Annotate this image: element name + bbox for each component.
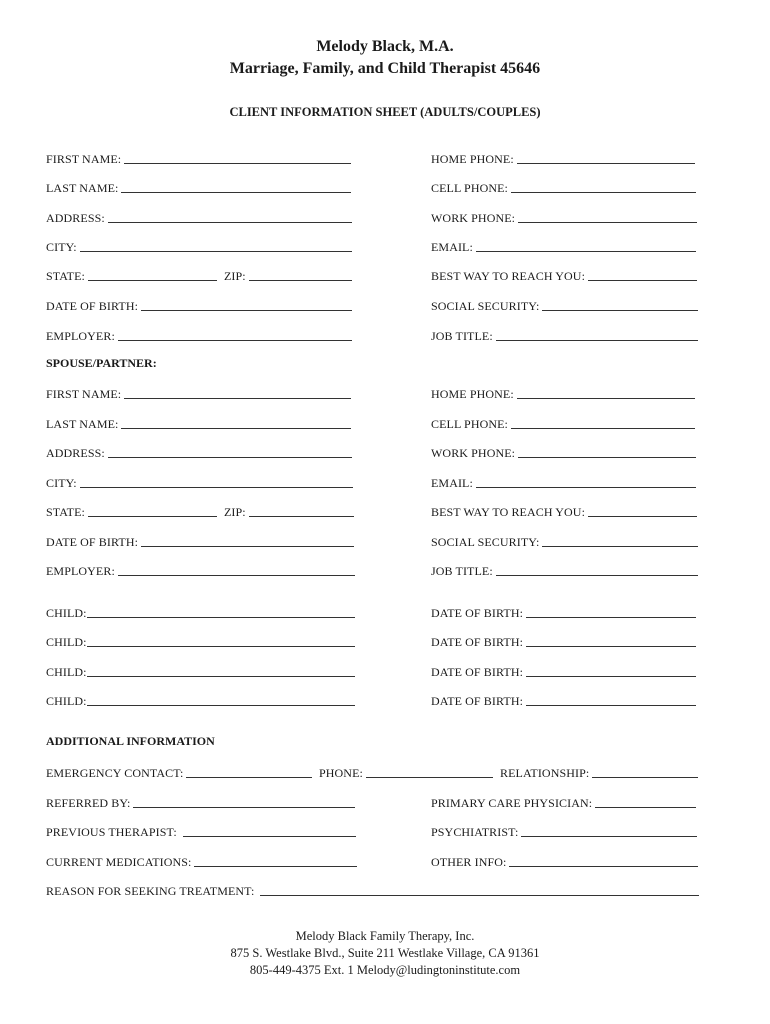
spouse-address-field[interactable] bbox=[46, 442, 352, 460]
blank-line[interactable] bbox=[511, 181, 696, 193]
field-label: REASON FOR SEEKING TREATMENT: bbox=[46, 884, 255, 898]
field-label: CELL PHONE: bbox=[431, 417, 508, 431]
field-label: EMAIL: bbox=[431, 240, 473, 254]
field-label: DATE OF BIRTH: bbox=[431, 635, 524, 649]
blank-line[interactable] bbox=[87, 635, 355, 647]
emergency-contact-field[interactable] bbox=[46, 762, 312, 780]
form-row bbox=[0, 325, 770, 343]
form-row bbox=[0, 383, 770, 401]
field-label: DATE OF BIRTH: bbox=[46, 535, 139, 549]
field-label: CITY: bbox=[46, 240, 77, 254]
form-row bbox=[0, 792, 770, 810]
blank-line[interactable] bbox=[87, 665, 355, 677]
document-header bbox=[0, 36, 770, 80]
job-title-field[interactable] bbox=[431, 325, 698, 343]
field-label: WORK PHONE: bbox=[431, 446, 516, 460]
form-row bbox=[0, 851, 770, 869]
footer-contact: 805-449-4375 Ext. 1 Melody@ludingtoninstitute.com bbox=[249, 963, 521, 977]
field-label: BEST WAY TO REACH YOU: bbox=[431, 505, 586, 519]
field-label: JOB TITLE: bbox=[431, 564, 493, 578]
form-row bbox=[0, 236, 770, 254]
email-field[interactable] bbox=[431, 236, 696, 254]
field-label: JOB TITLE: bbox=[431, 329, 493, 343]
blank-line[interactable] bbox=[496, 329, 698, 341]
spouse-cell-phone-field[interactable] bbox=[431, 413, 695, 431]
blank-line[interactable] bbox=[121, 417, 351, 429]
blank-line[interactable] bbox=[542, 299, 698, 311]
blank-line[interactable] bbox=[108, 211, 352, 223]
dob-field[interactable] bbox=[46, 295, 352, 313]
form-row bbox=[0, 207, 770, 225]
form-row bbox=[0, 531, 770, 549]
child-field[interactable] bbox=[46, 602, 355, 620]
field-label: ADDRESS: bbox=[46, 211, 105, 225]
zip-field[interactable] bbox=[224, 265, 352, 283]
field-label: PSYCHIATRIST: bbox=[431, 825, 519, 839]
form-row bbox=[0, 602, 770, 620]
field-label: OTHER INFO: bbox=[431, 855, 507, 869]
spouse-work-phone-field[interactable] bbox=[431, 442, 696, 460]
child-field[interactable] bbox=[46, 690, 355, 708]
child-field[interactable] bbox=[46, 631, 355, 649]
field-label: LAST NAME: bbox=[46, 417, 119, 431]
form-row bbox=[0, 690, 770, 708]
field-label: PREVIOUS THERAPIST: bbox=[46, 825, 177, 839]
field-label: FIRST NAME: bbox=[46, 152, 122, 166]
form-row bbox=[0, 501, 770, 519]
blank-line[interactable] bbox=[133, 796, 355, 808]
last-name-field[interactable] bbox=[46, 177, 351, 195]
field-label: WORK PHONE: bbox=[431, 211, 516, 225]
home-phone-field[interactable] bbox=[431, 148, 695, 166]
blank-line[interactable] bbox=[509, 855, 698, 867]
blank-line[interactable] bbox=[518, 211, 697, 223]
blank-line[interactable] bbox=[588, 269, 697, 281]
form-row bbox=[0, 880, 770, 898]
blank-line[interactable] bbox=[476, 476, 696, 488]
previous-therapist-field[interactable] bbox=[46, 821, 356, 839]
spouse-home-phone-field[interactable] bbox=[431, 383, 695, 401]
child-dob-field[interactable] bbox=[431, 602, 696, 620]
form-row bbox=[0, 472, 770, 490]
blank-line[interactable] bbox=[249, 505, 354, 517]
blank-line[interactable] bbox=[526, 635, 696, 647]
blank-line[interactable] bbox=[141, 299, 352, 311]
primary-care-field[interactable] bbox=[431, 792, 696, 810]
field-label: CHILD: bbox=[46, 635, 87, 649]
blank-line[interactable] bbox=[496, 564, 698, 576]
spouse-ssn-field[interactable] bbox=[431, 531, 698, 549]
blank-line[interactable] bbox=[526, 606, 696, 618]
blank-line[interactable] bbox=[141, 535, 354, 547]
form-row bbox=[0, 631, 770, 649]
form-row bbox=[0, 442, 770, 460]
field-label: STATE: bbox=[46, 269, 85, 283]
spouse-dob-field[interactable] bbox=[46, 531, 354, 549]
ssn-field[interactable] bbox=[431, 295, 698, 313]
spouse-email-field[interactable] bbox=[431, 472, 696, 490]
field-label: EMPLOYER: bbox=[46, 329, 115, 343]
form-row bbox=[0, 177, 770, 195]
blank-line[interactable] bbox=[124, 387, 351, 399]
blank-line[interactable] bbox=[526, 694, 696, 706]
field-label: EMPLOYER: bbox=[46, 564, 115, 578]
field-label: REFERRED BY: bbox=[46, 796, 131, 810]
employer-field[interactable] bbox=[46, 325, 352, 343]
field-label: HOME PHONE: bbox=[431, 387, 514, 401]
field-label: ADDRESS: bbox=[46, 446, 105, 460]
relationship-field[interactable] bbox=[500, 762, 698, 780]
blank-line[interactable] bbox=[80, 240, 352, 252]
spouse-heading: SPOUSE/PARTNER: bbox=[46, 356, 157, 370]
blank-line[interactable] bbox=[366, 766, 493, 778]
footer-company: Melody Black Family Therapy, Inc. bbox=[295, 929, 475, 943]
blank-line[interactable] bbox=[511, 417, 695, 429]
child-dob-field[interactable] bbox=[431, 631, 696, 649]
form-row bbox=[0, 762, 770, 780]
blank-line[interactable] bbox=[518, 446, 696, 458]
form-row bbox=[0, 295, 770, 313]
form-row bbox=[0, 560, 770, 578]
field-label: CHILD: bbox=[46, 606, 87, 620]
address-field[interactable] bbox=[46, 207, 352, 225]
reason-field[interactable] bbox=[46, 880, 699, 898]
blank-line[interactable] bbox=[88, 505, 217, 517]
field-label: FIRST NAME: bbox=[46, 387, 122, 401]
field-label: CHILD: bbox=[46, 665, 87, 679]
additional-heading: ADDITIONAL INFORMATION bbox=[46, 734, 215, 748]
blank-line[interactable] bbox=[87, 606, 355, 618]
form-row bbox=[0, 148, 770, 166]
field-label: SOCIAL SECURITY: bbox=[431, 535, 540, 549]
emergency-phone-field[interactable] bbox=[319, 762, 493, 780]
field-label: LAST NAME: bbox=[46, 181, 119, 195]
blank-line[interactable] bbox=[249, 269, 352, 281]
spouse-zip-field[interactable] bbox=[224, 501, 354, 519]
child-dob-field[interactable] bbox=[431, 690, 696, 708]
work-phone-field[interactable] bbox=[431, 207, 697, 225]
blank-line[interactable] bbox=[186, 766, 312, 778]
spouse-employer-field[interactable] bbox=[46, 560, 355, 578]
field-label: ZIP: bbox=[224, 505, 246, 519]
field-label: DATE OF BIRTH: bbox=[431, 665, 524, 679]
field-label: PRIMARY CARE PHYSICIAN: bbox=[431, 796, 593, 810]
field-label: EMERGENCY CONTACT: bbox=[46, 766, 184, 780]
spouse-best-way-field[interactable] bbox=[431, 501, 697, 519]
blank-line[interactable] bbox=[121, 181, 351, 193]
child-dob-field[interactable] bbox=[431, 661, 696, 679]
spouse-state-field[interactable] bbox=[46, 501, 217, 519]
field-label: CITY: bbox=[46, 476, 77, 490]
field-label: CURRENT MEDICATIONS: bbox=[46, 855, 192, 869]
blank-line[interactable] bbox=[118, 329, 352, 341]
best-way-field[interactable] bbox=[431, 265, 697, 283]
state-field[interactable] bbox=[46, 265, 217, 283]
blank-line[interactable] bbox=[542, 535, 698, 547]
field-label: ZIP: bbox=[224, 269, 246, 283]
child-field[interactable] bbox=[46, 661, 355, 679]
field-label: STATE: bbox=[46, 505, 85, 519]
blank-line[interactable] bbox=[526, 665, 696, 677]
field-label: BEST WAY TO REACH YOU: bbox=[431, 269, 586, 283]
field-label: CELL PHONE: bbox=[431, 181, 508, 195]
field-label: DATE OF BIRTH: bbox=[46, 299, 139, 313]
blank-line[interactable] bbox=[592, 766, 698, 778]
field-label: DATE OF BIRTH: bbox=[431, 606, 524, 620]
blank-line[interactable] bbox=[521, 825, 697, 837]
blank-line[interactable] bbox=[595, 796, 696, 808]
footer-address: 875 S. Westlake Blvd., Suite 211 Westlake Village, CA 91361 bbox=[230, 946, 540, 960]
field-label: EMAIL: bbox=[431, 476, 473, 490]
sheet-title: CLIENT INFORMATION SHEET (ADULTS/COUPLES) bbox=[229, 105, 541, 119]
blank-line[interactable] bbox=[124, 152, 351, 164]
current-medications-field[interactable] bbox=[46, 851, 357, 869]
blank-line[interactable] bbox=[108, 446, 352, 458]
form-row bbox=[0, 413, 770, 431]
spouse-first-name-field[interactable] bbox=[46, 383, 351, 401]
field-label: PHONE: bbox=[319, 766, 363, 780]
psychiatrist-field[interactable] bbox=[431, 821, 697, 839]
blank-line[interactable] bbox=[194, 855, 357, 867]
document-footer bbox=[0, 928, 770, 979]
spouse-last-name-field[interactable] bbox=[46, 413, 351, 431]
field-label: RELATIONSHIP: bbox=[500, 766, 590, 780]
blank-line[interactable] bbox=[517, 152, 695, 164]
field-label: DATE OF BIRTH: bbox=[431, 694, 524, 708]
blank-line[interactable] bbox=[88, 269, 217, 281]
other-info-field[interactable] bbox=[431, 851, 698, 869]
blank-line[interactable] bbox=[517, 387, 695, 399]
form-row bbox=[0, 265, 770, 283]
blank-line[interactable] bbox=[476, 240, 696, 252]
blank-line[interactable] bbox=[87, 694, 355, 706]
field-label: HOME PHONE: bbox=[431, 152, 514, 166]
field-label: CHILD: bbox=[46, 694, 87, 708]
blank-line[interactable] bbox=[588, 505, 697, 517]
spouse-city-field[interactable] bbox=[46, 472, 353, 490]
blank-line[interactable] bbox=[260, 884, 699, 896]
cell-phone-field[interactable] bbox=[431, 177, 696, 195]
blank-line[interactable] bbox=[118, 564, 355, 576]
therapist-title: Marriage, Family, and Child Therapist 45646 bbox=[229, 60, 541, 77]
city-field[interactable] bbox=[46, 236, 352, 254]
form-row bbox=[0, 661, 770, 679]
spouse-job-title-field[interactable] bbox=[431, 560, 698, 578]
first-name-field[interactable] bbox=[46, 148, 351, 166]
field-label: SOCIAL SECURITY: bbox=[431, 299, 540, 313]
form-row bbox=[0, 821, 770, 839]
blank-line[interactable] bbox=[80, 476, 353, 488]
therapist-name: Melody Black, M.A. bbox=[316, 38, 454, 55]
referred-by-field[interactable] bbox=[46, 792, 355, 810]
blank-line[interactable] bbox=[183, 825, 356, 837]
